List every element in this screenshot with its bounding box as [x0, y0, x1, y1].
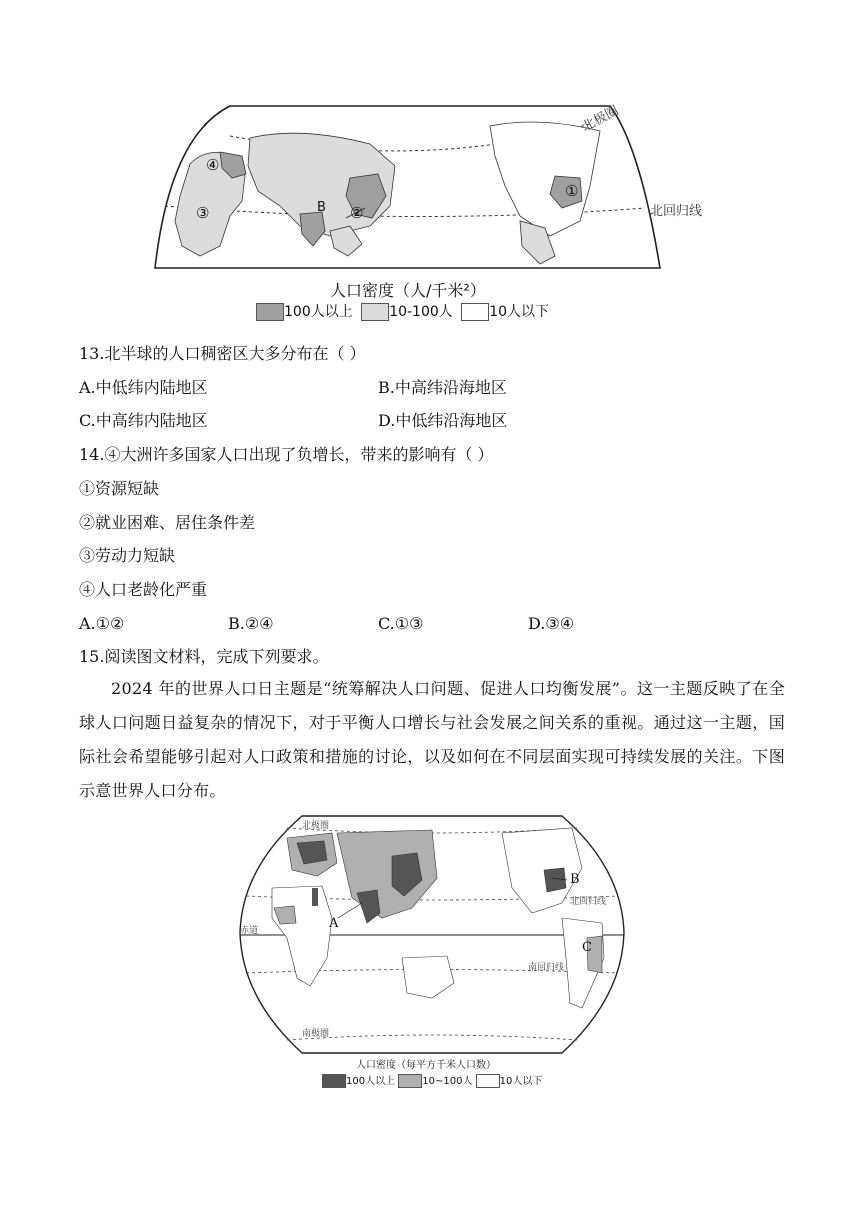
map2-legend-label-sparse: 10人以下	[499, 1076, 543, 1087]
q13-option-d: D.中低纬沿海地区	[378, 411, 508, 430]
q14-stem: 14.④大洲许多国家人口出现了负增长，带来的影响有（ ）	[79, 445, 494, 464]
map1-marker-1: ①	[565, 182, 579, 200]
q14-statement-2: ②就业困难、居住条件差	[79, 513, 256, 532]
q14-option-b: B.②④	[228, 614, 274, 633]
map1-legend-label-medium: 10-100人	[389, 304, 453, 320]
q14-option-d: D.③④	[528, 614, 575, 633]
q14-statement-1: ①资源短缺	[79, 479, 160, 498]
map1-caption: 人口密度（人/千米²）	[330, 281, 486, 300]
map2	[232, 808, 632, 1058]
map2-legend-label-dense: 100人以上	[346, 1076, 396, 1087]
map2-label-arctic: 北极圈	[302, 821, 330, 831]
map2-marker-B: B	[570, 872, 580, 887]
q13-option-a: A.中低纬内陆地区	[79, 378, 208, 397]
map1-marker-3: ③	[196, 204, 210, 222]
map2-label-tropic-s: 南回归线	[528, 963, 565, 973]
map2-marker-C: C	[582, 940, 592, 955]
map2-label-antarctic: 南极圈	[302, 1029, 330, 1039]
map1-legend	[256, 301, 549, 321]
map1-legend-label-sparse: 10人以下	[489, 304, 550, 320]
q13-option-c: C.中高纬内陆地区	[79, 411, 208, 430]
map1-label-arctic: 北极圈	[579, 103, 622, 136]
q14-statement-4: ④人口老龄化严重	[79, 580, 208, 599]
q15-stem: 15.阅读图文材料，完成下列要求。	[79, 647, 329, 666]
map1-svg	[150, 96, 720, 276]
map2-caption: 人口密度（每平方千米人口数）	[356, 1060, 496, 1071]
map1-legend-label-dense: 100人以上	[284, 304, 353, 320]
q15-passage: 2024 年的世界人口日主题是“统筹解决人口问题、促进人口均衡发展”。这一主题反映了在全球人口问题日益复杂的情况下，对于平衡人口增长与社会发展之间关系的重视。通过这一主题，国际社会希望能够引起对人口政策和措施的讨论，以及如何在不同层面实现可持续发展的关注。下图示意世界人口分布。	[79, 679, 785, 800]
map2-legend	[322, 1072, 542, 1088]
map2-svg	[232, 808, 632, 1058]
map1-label-tropic: 北回归线	[650, 204, 703, 219]
map2-legend-swatch-sparse	[476, 1074, 500, 1088]
map1-marker-4: ④	[206, 156, 220, 174]
q13-stem: 13.北半球的人口稠密区大多分布在（ ）	[79, 344, 366, 363]
q14-statement-3: ③劳动力短缺	[79, 546, 176, 565]
q14-option-a: A.①②	[79, 614, 125, 633]
map1-marker-B: B	[317, 200, 326, 215]
map2-legend-swatch-medium	[398, 1074, 422, 1088]
map1-legend-swatch-dense	[256, 303, 284, 321]
map1-legend-swatch-sparse	[461, 303, 489, 321]
map2-region-usa-east-dense	[544, 868, 566, 892]
map2-label-tropic-n: 北回归线	[570, 897, 607, 907]
q14-option-c: C.①③	[378, 614, 424, 633]
map1	[150, 96, 720, 276]
map2-legend-label-medium: 10~100人	[422, 1076, 473, 1087]
map2-region-nile	[312, 888, 318, 906]
map1-marker-2: ②	[350, 204, 364, 222]
map2-marker-A: A	[329, 916, 339, 931]
map2-legend-swatch-dense	[322, 1074, 346, 1088]
q13-option-b: B.中高纬沿海地区	[378, 378, 507, 397]
map1-legend-swatch-medium	[361, 303, 389, 321]
map2-label-equator: 赤道	[240, 926, 259, 936]
